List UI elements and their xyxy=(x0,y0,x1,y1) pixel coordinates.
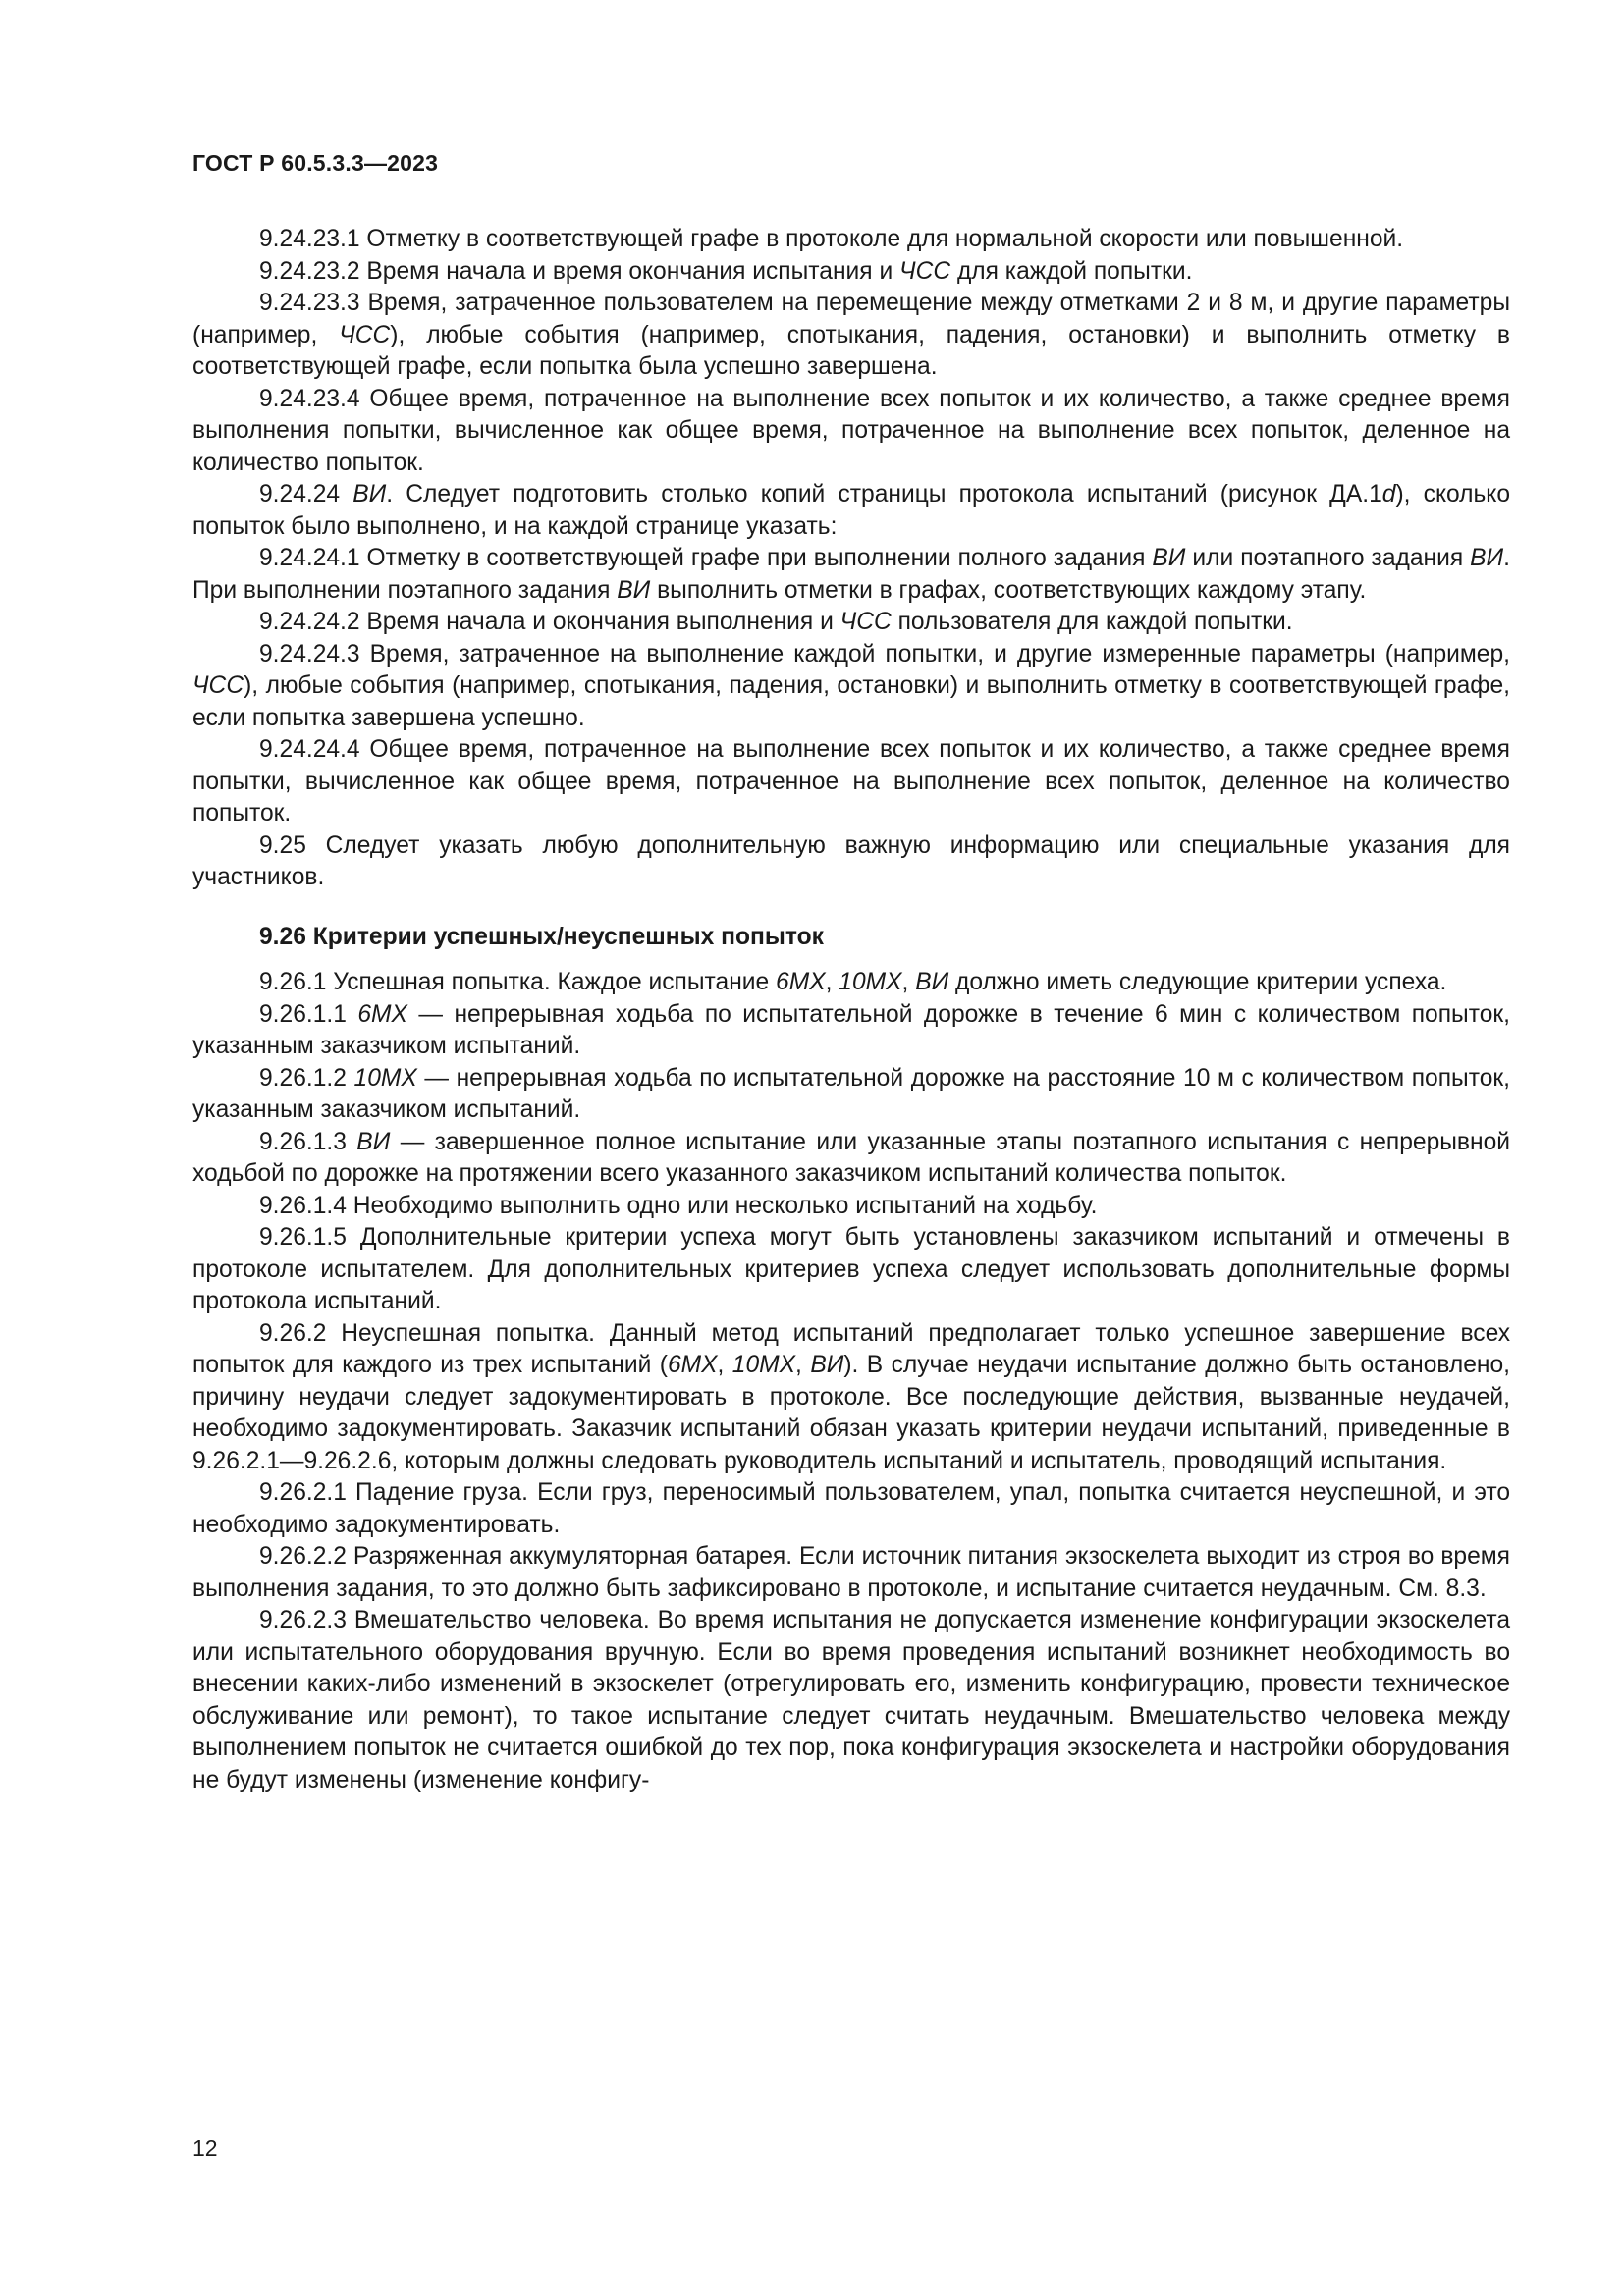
text-segment: ). В случае неудачи испытание должно быть остановлено, причину неудачи следует задокументировать в протоколе. Все последующие действия, вызванные неудачей, необходимо задокументировать. Заказчик испытаний обязан указать критерии неудачи испытаний, приведенные в 9.26.2.1—9.26.2.6, которым должны следовать руководитель испытаний и испытатель, проводящий испытания. xyxy=(192,1352,1511,1474)
text-segment: 9.26.1.2 xyxy=(259,1064,354,1092)
text-segment: 9.26.1.4 Необходимо выполнить одно или несколько испытаний на ходьбу. xyxy=(259,1192,1098,1219)
text-segment: или поэтапного задания xyxy=(1185,545,1471,571)
text-segment: 9.24.23.3 Время, затраченное пользователем на перемещение между отметками 2 и 8 м, и другие параметры (например, xyxy=(192,290,1510,348)
paragraph xyxy=(192,639,1510,735)
italic-term: ВИ xyxy=(810,1352,844,1378)
paragraph xyxy=(192,1063,1510,1127)
paragraph-group-2 xyxy=(192,967,1510,1796)
text-segment: — завершенное полное испытание или указанные этапы поэтапного испытания с непрерывной ходьбой по дорожке на протяжении всего указанного заказчиком испытаний количества попыток. xyxy=(192,1128,1510,1187)
text-segment: 9.26.1.5 Дополнительные критерии успеха могут быть установлены заказчиком испытаний и отмечены в протоколе испытателем. Для дополнительных критериев успеха следует использовать дополнительные формы протокола испытаний. xyxy=(192,1224,1510,1314)
paragraph xyxy=(192,1605,1510,1796)
text-segment: для каждой попытки. xyxy=(950,257,1193,285)
text-segment: пользователя для каждой попытки. xyxy=(891,609,1293,635)
italic-term: ЧСС xyxy=(899,257,951,285)
paragraph xyxy=(192,1477,1510,1541)
page-number: 12 xyxy=(192,2135,218,2161)
italic-term: ВИ xyxy=(352,481,387,507)
text-segment: , xyxy=(825,969,839,995)
italic-term: 10МХ xyxy=(731,1352,796,1378)
text-segment: 9.26.2.2 Разряженная аккумуляторная батарея. Если источник питания экзоскелета выходит из строя во время выполнения задания, то это должно быть зафиксировано в протоколе, и испытание считается неудачным. См. 8.3. xyxy=(192,1543,1510,1602)
italic-term: 6МХ xyxy=(667,1352,718,1378)
italic-term: ЧСС xyxy=(192,672,244,699)
paragraph xyxy=(192,999,1510,1063)
text-segment: 9.24.24.1 Отметку в соответствующей графе при выполнении полного задания xyxy=(259,545,1153,571)
section-heading: 9.26 Критерии успешных/неуспешных попыток xyxy=(259,923,824,950)
text-segment: . При выполнении поэтапного задания xyxy=(192,545,1510,604)
text-segment: ), любые события (например, спотыкания, падения, остановки) и выполнить отметку в соответствующей графе, если попытка завершена успешно. xyxy=(192,672,1510,731)
text-segment: — непрерывная ходьба по испытательной дорожке в течение 6 мин с количеством попыток, указанным заказчиком испытаний. xyxy=(192,1000,1510,1059)
text-segment: 9.26.2 Неуспешная попытка. Данный метод испытаний предполагает только успешное завершение всех попыток для каждого из трех испытаний ( xyxy=(192,1319,1510,1378)
text-segment: , xyxy=(901,969,916,995)
italic-term: ВИ xyxy=(617,576,651,604)
italic-term: ЧСС xyxy=(339,321,391,348)
paragraph xyxy=(192,607,1510,639)
document-body xyxy=(192,224,1510,1796)
text-segment: , xyxy=(795,1352,811,1378)
paragraph xyxy=(192,224,1510,256)
text-segment: 9.26.1.3 xyxy=(259,1128,357,1155)
italic-term: 10МХ xyxy=(353,1064,417,1092)
text-segment: 9.24.24.4 Общее время, потраченное на выполнение всех попыток и их количество, а также среднее время попытки, вычисленное как общее время, потраченное на выполнение всех попыток, деленное на количество попыток. xyxy=(192,736,1510,827)
text-segment: 9.26.2.1 Падение груза. Если груз, переносимый пользователем, упал, попытка считается неуспешной, и это необходимо задокументировать. xyxy=(192,1479,1510,1538)
text-segment: выполнить отметки в графах, соответствующих каждому этапу. xyxy=(650,576,1367,604)
text-segment: 9.25 Следует указать любую дополнительную важную информацию или специальные указания для участников. xyxy=(192,831,1510,890)
paragraph xyxy=(192,1191,1510,1223)
text-segment: должно иметь следующие критерии успеха. xyxy=(948,969,1447,995)
italic-term: ЧСС xyxy=(839,609,892,635)
text-segment: 9.24.24 xyxy=(259,481,353,507)
paragraph-group-1 xyxy=(192,224,1510,894)
italic-term: d xyxy=(1381,481,1396,507)
text-segment: 9.26.1.1 xyxy=(259,1000,358,1028)
paragraph xyxy=(192,384,1510,480)
document-header: ГОСТ Р 60.5.3.3—2023 xyxy=(192,150,439,176)
italic-term: 10МХ xyxy=(839,969,902,995)
paragraph xyxy=(192,1222,1510,1318)
text-segment: ), сколько попыток было выполнено, и на каждой странице указать: xyxy=(192,481,1510,540)
italic-term: ВИ xyxy=(1152,545,1186,571)
paragraph xyxy=(192,1318,1510,1478)
text-segment: 9.24.24.3 Время, затраченное на выполнение каждой попытки, и другие измеренные параметры (например, xyxy=(259,640,1510,667)
text-segment: — непрерывная ходьба по испытательной дорожке на расстояние 10 м с количеством попыток, указанным заказчиком испытаний. xyxy=(192,1064,1510,1123)
paragraph xyxy=(192,734,1510,830)
text-segment: 9.24.24.2 Время начала и окончания выполнения и xyxy=(259,609,840,635)
paragraph xyxy=(192,830,1510,894)
paragraph xyxy=(192,479,1510,543)
paragraph xyxy=(192,288,1510,384)
text-segment: 9.24.23.1 Отметку в соответствующей графе в протоколе для нормальной скорости или повышенной. xyxy=(259,226,1404,252)
paragraph xyxy=(192,256,1510,289)
text-segment: 9.24.23.4 Общее время, потраченное на выполнение всех попыток и их количество, а также среднее время выполнения попытки, вычисленное как общее время, потраченное на выполнение всех попыток, деленное на количество попыток. xyxy=(192,385,1510,476)
text-segment: . Следует подготовить столько копий страницы протокола испытаний (рисунок ДА.1 xyxy=(386,481,1382,507)
italic-term: ВИ xyxy=(915,969,949,995)
paragraph xyxy=(192,967,1510,999)
text-segment: 9.24.23.2 Время начала и время окончания испытания и xyxy=(259,257,900,285)
text-segment: , xyxy=(717,1352,732,1378)
paragraph xyxy=(192,1127,1510,1191)
italic-term: ВИ xyxy=(356,1128,391,1155)
text-segment: 9.26.2.3 Вмешательство человека. Во время испытания не допускается изменение конфигурации экзоскелета или испытательного оборудования вручную. Если во время проведения испытаний возникнет необходимость во внесении каких-либо изменений в экзоскелет (отрегулировать его, изменить конфигурацию, провести техническое обслуживание или ремонт), то такое испытание следует считать неудачным. Вмешательство человека между выполнением попыток не считается ошибкой до тех пор, пока конфигурация экзоскелета и настройки оборудования не будут изменены (изменение конфигу- xyxy=(192,1607,1510,1793)
text-segment: ), любые события (например, спотыкания, падения, остановки) и выполнить отметку в соответствующей графе, если попытка была успешно завершена. xyxy=(192,321,1510,380)
italic-term: ВИ xyxy=(1470,545,1504,571)
paragraph xyxy=(192,543,1510,607)
italic-term: 6МХ xyxy=(776,969,826,995)
paragraph xyxy=(192,1541,1510,1605)
text-segment: 9.26.1 Успешная попытка. Каждое испытание xyxy=(259,969,777,995)
italic-term: 6МХ xyxy=(357,1000,407,1028)
